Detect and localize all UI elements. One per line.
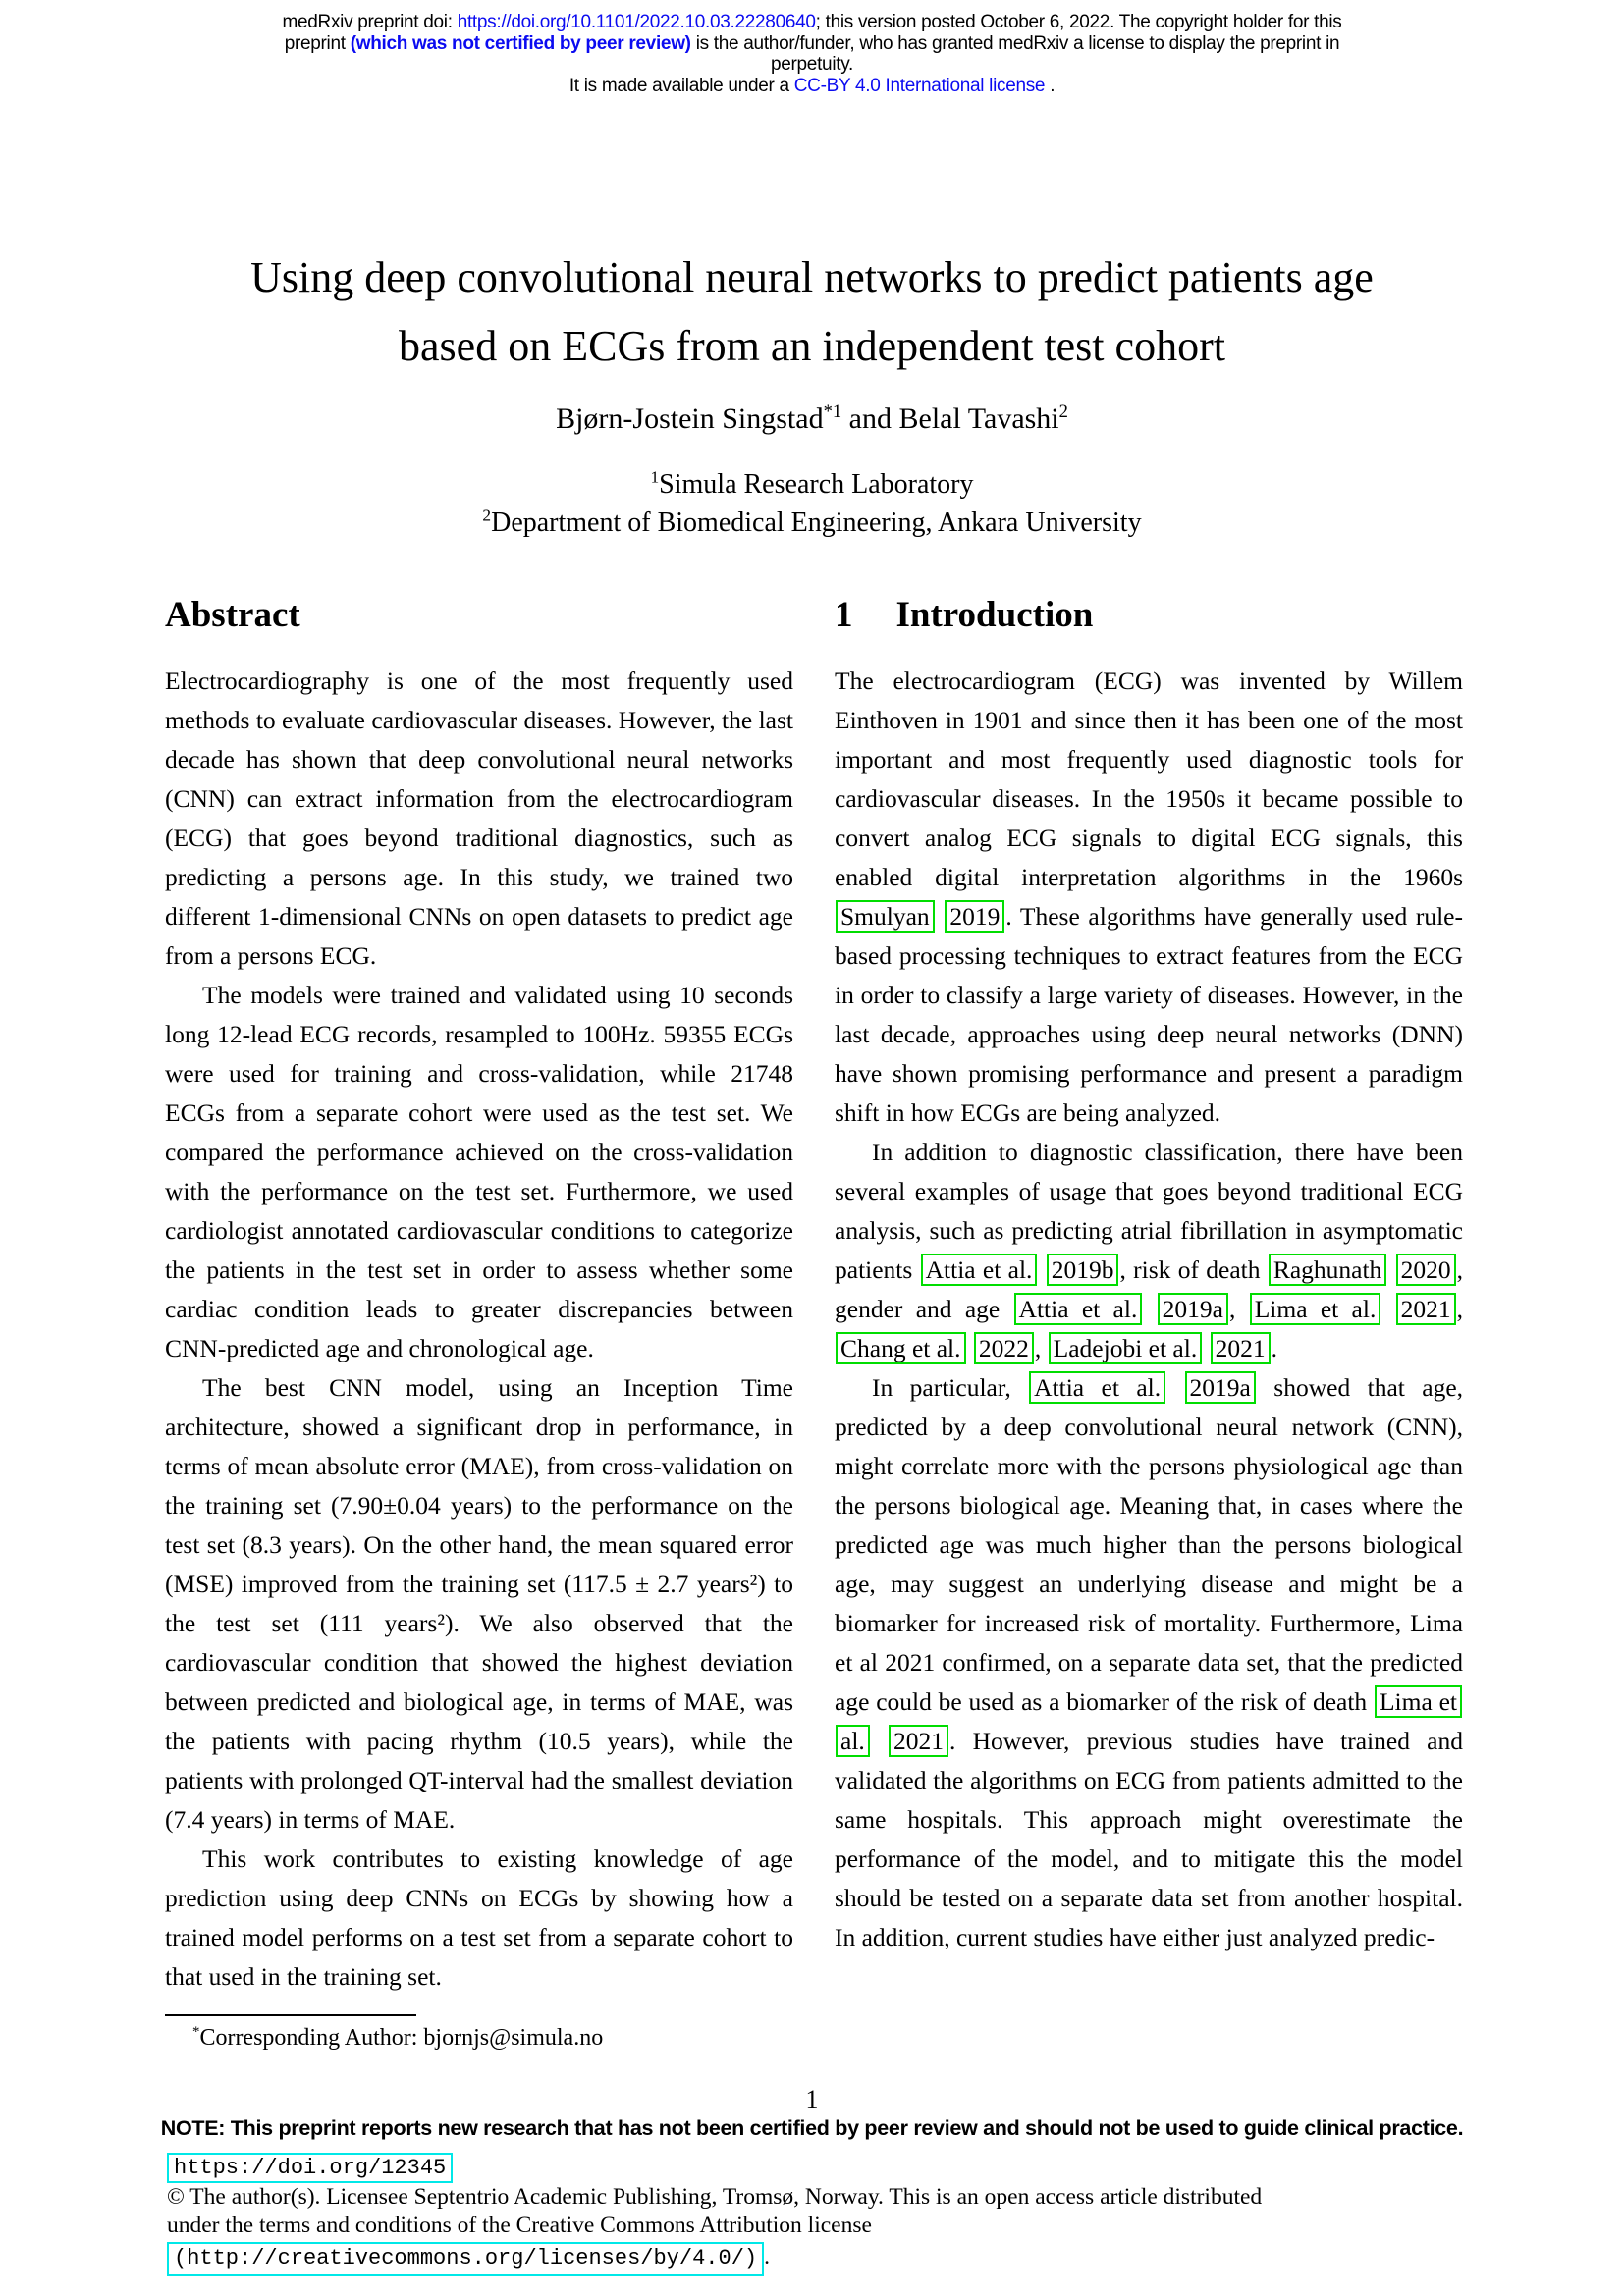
- abstract-heading: Abstract: [165, 595, 300, 635]
- footnote-rule: [165, 2014, 416, 2016]
- citation-ladejobi-year[interactable]: 2021: [1211, 1332, 1271, 1364]
- affiliation-1-superscript: 1: [650, 467, 660, 487]
- license-line-1: © The author(s). Licensee Septentrio Academic Publishing, Tromsø, Norway. This is an open access article distributed: [167, 2184, 1263, 2210]
- preprint-note: NOTE: This preprint reports new research that has not been certified by peer review and should not be used to guide clinical practice.: [160, 2116, 1464, 2140]
- two-column-body: [165, 593, 1463, 2054]
- intro-p2-text-3: ,: [1229, 1295, 1249, 1323]
- doi-box-line: [167, 2153, 1624, 2183]
- abstract-paragraph-1: Electrocardiography is one of the most frequently used methods to evaluate cardiovascular diseases. However, the last decade has shown that deep convolutional neural networks (CNN) can extract information from the electrocardiogram (ECG) that goes beyond traditional diagnostics, such as predicting a persons age. In this study, we trained two different 1-dimensional CNNs on open datasets to predict age from a persons ECG.: [165, 667, 793, 970]
- citation-attia-2019a-year[interactable]: 2019a: [1158, 1293, 1228, 1325]
- citation-attia-2019a[interactable]: Attia et al.: [1014, 1293, 1143, 1325]
- citation-raghunath[interactable]: Raghunath: [1269, 1254, 1386, 1286]
- citation-lima-2[interactable]: Lima et al.: [836, 1685, 1462, 1757]
- paper-title-line2: based on ECGs from an independent test cohort: [399, 322, 1225, 370]
- license-suffix: .: [764, 2244, 770, 2269]
- abstract-paragraph-3: The best CNN model, using an Inception Time architecture, showed a significant drop in performance, in terms of mean absolute error (MAE), from cross-validation on the training set (7.90±0.04 years) to the performance on the test set (8.3 years). On the other hand, the mean squared error (MSE) improved from the training set (117.5 ± 2.7 years²) to the test set (111 years²). We also observed that the cardiovascular condition that showed the highest deviation between predicted and biological age, in terms of MAE, was the patients with pacing rhythm (10.5 years), while the patients with prolonged QT-interval had the smallest deviation (7.4 years) in terms of MAE.: [165, 1373, 793, 1834]
- citation-attia-2019b-year[interactable]: 2019b: [1047, 1254, 1119, 1286]
- intro-paragraph-3: [835, 1368, 1463, 1957]
- doi-url-link[interactable]: https://doi.org/12345: [167, 2153, 453, 2183]
- header-line-3: perpetuity.: [770, 54, 853, 75]
- affiliation-2-superscript: 2: [482, 506, 492, 525]
- not-certified-notice: (which was not certified by peer review): [350, 32, 691, 54]
- intro-p2-text-2: , gender and age: [835, 1255, 1463, 1323]
- abstract-paragraph-4: This work contributes to existing knowledge of age prediction using deep CNNs on ECGs by showing how a trained model performs on a test set from a separate cohort to that used in the training set.: [165, 1844, 793, 1991]
- citation-chang[interactable]: Chang et al.: [836, 1332, 966, 1364]
- intro-p3-text-2: . However, previous studies have trained and validated the algorithms on ECG from patients admitted to the same hospitals. This approach might overestimate the performance of the model, and to mitigate this the model should be tested on a separate data set from another hospital. In addition, current studies have either just analyzed predic-: [835, 1727, 1464, 1951]
- intro-p2-text-0: In addition to diagnostic classification, there have been several examples of usage that goes beyond traditional ECG analysis, such as predicting atrial fibrillation in asymptomatic patients: [835, 1138, 1463, 1284]
- affiliation-1: [0, 465, 1624, 504]
- header-line4-prefix: It is made available under a: [568, 75, 794, 96]
- corresponding-author-footnote: [165, 2022, 793, 2054]
- section-title: Introduction: [895, 595, 1094, 635]
- citation-smulyan-year[interactable]: 2019: [945, 900, 1004, 933]
- citation-chang-year[interactable]: 2022: [974, 1332, 1034, 1364]
- section-number: 1: [835, 595, 853, 635]
- header-line4-suffix: .: [1045, 75, 1056, 96]
- page-number: 1: [805, 2085, 819, 2113]
- citation-lima-year[interactable]: 2021: [1396, 1293, 1456, 1325]
- paper-title-line1: Using deep convolutional neural networks to predict patients age: [250, 253, 1374, 301]
- citation-lima-2-year[interactable]: 2021: [889, 1725, 948, 1757]
- citation-attia-2019a-2[interactable]: Attia et al.: [1029, 1371, 1165, 1404]
- affiliation-2-text: Department of Biomedical Engineering, Ankara University: [491, 507, 1142, 538]
- affiliation-1-text: Simula Research Laboratory: [659, 469, 974, 500]
- paper-title: [0, 243, 1624, 381]
- intro-p2-text-1: , risk of death: [1119, 1255, 1268, 1284]
- affiliations: [0, 465, 1624, 542]
- abstract-paragraph-2: The models were trained and validated using 10 seconds long 12-lead ECG records, resampled to 100Hz. 59355 ECGs were used for training and cross-validation, while 21748 ECGs from a separate cohort were used as the test set. We compared the performance achieved on the cross-validation with the performance on the test set. Furthermore, we used cardiologist annotated cardiovascular conditions to categorize the patients in the test set in order to assess whether some cardiac condition leads to greater discrepancies between CNN-predicted age and chronological age.: [165, 981, 793, 1362]
- authors-line: [0, 402, 1624, 436]
- author-2-superscript: 2: [1058, 401, 1068, 422]
- intro-paragraph-1: [835, 662, 1463, 1133]
- intro-paragraph-2: [835, 1133, 1463, 1368]
- author-1-superscript: *1: [823, 401, 842, 422]
- citation-raghunath-year[interactable]: 2020: [1396, 1254, 1456, 1286]
- citation-lima[interactable]: Lima et al.: [1250, 1293, 1381, 1325]
- header-line2-suffix: is the author/funder, who has granted medRxiv a license to display the preprint in: [690, 32, 1340, 54]
- intro-p2-text-6: .: [1271, 1334, 1277, 1362]
- doi-link[interactable]: https://doi.org/10.1101/2022.10.03.22280640: [457, 12, 816, 32]
- intro-p3-text-1: showed that age, predicted by a deep convolutional neural network (CNN), might correlate more with the persons physiological age than the persons biological age. Meaning that, in cases where the predicted age was much higher than the persons biological age, may suggest an underlying disease and might be a biomarker for increased risk of mortality. Furthermore, Lima et al 2021 confirmed, on a separate data set, that the predicted age could be used as a biomarker of the risk of death: [835, 1373, 1464, 1716]
- header-line1-prefix: medRxiv preprint doi:: [282, 12, 458, 32]
- cc-by-license-link[interactable]: CC-BY 4.0 International license: [793, 75, 1046, 96]
- intro-p2-text-5: ,: [1034, 1334, 1048, 1362]
- intro-p3-text-0: In particular,: [872, 1373, 1029, 1402]
- medrxiv-header: [0, 0, 1624, 96]
- author-2: Belal Tavashi: [898, 402, 1059, 435]
- header-line-4: [0, 76, 1624, 97]
- authors-connector: and: [841, 402, 899, 435]
- intro-p2-text-4: ,: [1456, 1295, 1464, 1323]
- header-line-1: [0, 12, 1624, 33]
- introduction-heading: [835, 593, 1463, 638]
- citation-attia-2019b[interactable]: Attia et al.: [921, 1254, 1038, 1286]
- left-column: [165, 593, 793, 2054]
- header-line1-suffix: ; this version posted October 6, 2022. The copyright holder for this: [815, 12, 1342, 32]
- header-line2-prefix: preprint: [284, 32, 351, 54]
- intro-p1-text-0: The electrocardiogram (ECG) was invented by Willem Einthoven in 1901 and since then it has been one of the most important and most frequently used diagnostic tools for cardiovascular diseases. In the 1950s it became possible to convert analog ECG signals to digital ECG signals, this enabled digital interpretation algorithms in the 1960s: [835, 667, 1463, 891]
- citation-ladejobi[interactable]: Ladejobi et al.: [1049, 1332, 1203, 1364]
- footnote-text: Corresponding Author: bjornjs@simula.no: [199, 2025, 604, 2051]
- license-line-2: under the terms and conditions of the Creative Commons Attribution license: [167, 2212, 872, 2238]
- license-statement: [167, 2183, 1624, 2276]
- intro-p1-text-1: . These algorithms have generally used rule-based processing techniques to extract features from the ECG in order to classify a large variety of diseases. However, in the last decade, approaches using deep neural networks (DNN) have shown promising performance and present a paradigm shift in how ECGs are being analyzed.: [835, 902, 1463, 1127]
- author-1: Bjørn-Jostein Singstad: [556, 402, 824, 435]
- citation-attia-2019a-2-year[interactable]: 2019a: [1185, 1371, 1256, 1404]
- affiliation-2: [0, 504, 1624, 542]
- creative-commons-url-link[interactable]: (http://creativecommons.org/licenses/by/4.0/): [167, 2242, 764, 2276]
- citation-smulyan[interactable]: Smulyan: [836, 900, 935, 933]
- right-column: [835, 593, 1463, 2054]
- license-url-line: [167, 2242, 1624, 2276]
- header-line-2: [0, 33, 1624, 55]
- footnote-marker: *: [192, 2024, 200, 2040]
